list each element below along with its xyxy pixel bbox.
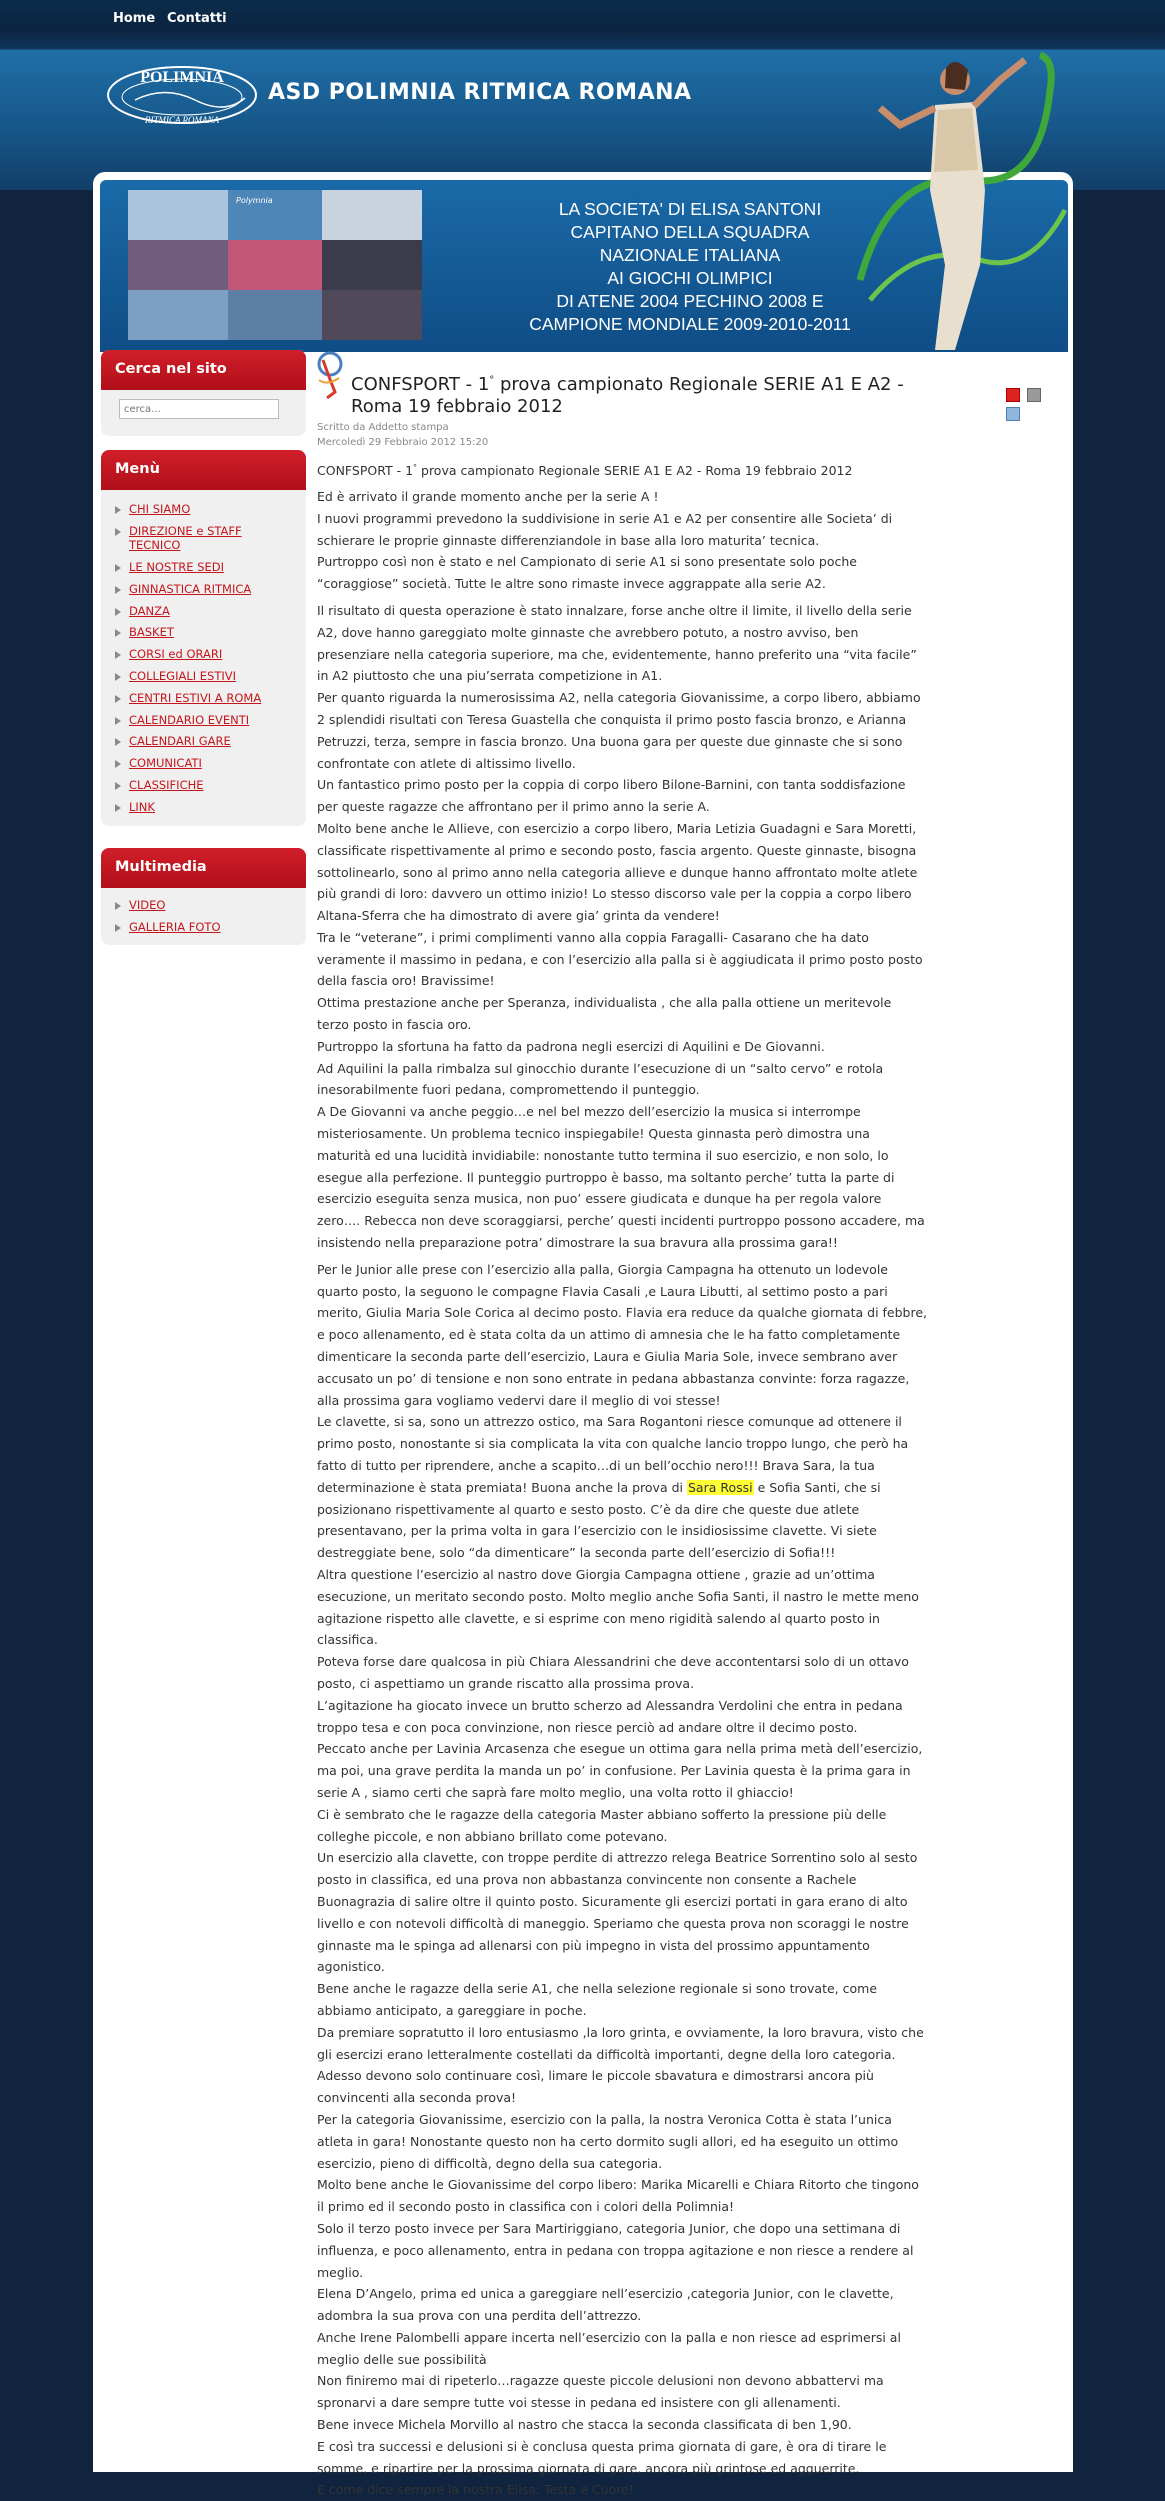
- paragraph: E così tra successi e delusioni si è conclusa questa prima giornata di gare, è ora di tirare le somme, e ripartire per la prossima giornata di gare, ancora più grintose ed agguerrite.: [317, 2438, 887, 2476]
- paragraph: Non finiremo mai di ripeterlo…ragazze queste piccole delusioni non devono abbattervi ma spronarvi a dare sempre tutte voi stesse in pedana ed insistere con gli allenamenti.: [317, 2373, 884, 2411]
- paragraph: Bene anche le ragazze della serie A1, che nella selezione regionale si sono trovate, come abbiamo anticipato, a gareggiare in poche.: [317, 1981, 878, 2018]
- paragraph: Purtroppo la sfortuna ha fatto da padrona negli esercizi di Aquilini e De Giovanni.: [317, 1038, 825, 1054]
- site-title: ASD POLIMNIA RITMICA ROMANA: [268, 80, 692, 105]
- menu-link-corsi[interactable]: CORSI ed ORARI: [129, 647, 223, 662]
- menu-link-basket[interactable]: BASKET: [129, 625, 174, 640]
- paragraph: Adesso devono solo continuare così, limare le piccole sbavatura e dimostrarsi ancora più convincenti alla seconda prova!: [317, 2068, 874, 2106]
- menu-link-collegiali[interactable]: COLLEGIALI ESTIVI: [129, 669, 237, 684]
- paragraph: Peccato anche per Lavinia Arcasenza che esegue un ottima gara nella prima metà dell’esercizio, ma poi, una grave perdita la manda un po’ in confusione. Per Lavinia questa è la prima gara in serie A , siamo certi che saprà fare molto meglio, una volta rotto il ghiaccio!: [317, 1741, 923, 1800]
- article-author: Scritto da Addetto stampa: [317, 422, 449, 433]
- menu-item: [111, 625, 296, 640]
- banner-line: CAPITANO DELLA SQUADRA: [570, 222, 810, 242]
- paragraph: Ci è sembrato che le ragazze della categoria Master abbiano sofferto la pressione più delle colleghe piccole, e non abbiano brillato come potevano.: [317, 1806, 887, 1844]
- paragraph: Solo il terzo posto invece per Sara Martiriggiano, categoria Junior, che dopo una settimana di influenza, e poco allenamento, entra in pedana con troppa agitazione e non riesce a rendere al meglio.: [317, 2220, 914, 2280]
- paragraph: Un fantastico primo posto per la coppia di corpo libero Bilone-Barnini, con tanta soddisfazione per queste ragazze che affrontano per il primo anno la serie A.: [317, 777, 906, 815]
- search-input[interactable]: [119, 399, 279, 419]
- print-icon[interactable]: [1027, 388, 1041, 402]
- menu-link-calendario-eventi[interactable]: CALENDARIO EVENTI: [129, 712, 250, 727]
- menu-item: [111, 756, 296, 771]
- paragraph: Altra questione l’esercizio al nastro dove Giorgia Campagna ottiene , grazie ad un’ottima esecuzione, un meritato secondo posto. Molto meglio anche Sofia Santi, il nastro le mette meno agitazione rispetto alle clavette, e si esprime con meno rigidità salendo al quarto posto in classifica.: [317, 1567, 919, 1648]
- title-text: prova campionato Regionale SERIE A1 E A2 - Roma 19 febbraio 2012: [351, 374, 904, 417]
- menu-item: [111, 920, 296, 935]
- nav-contacts-link[interactable]: Contatti: [167, 11, 227, 26]
- title-sup: °: [489, 375, 495, 386]
- paragraph: Per le Junior alle prese con l’esercizio alla palla, Giorgia Campagna ha ottenuto un lodevole quarto posto, la seguono le compagne Flavia Casali ,e Laura Libutti, al settimo posto a pari merito, Giulia Maria Sole Corica al decimo posto. Flavia era reduce da qualche giornata di febbre, e poco allenamento, ed è stata colta da un attimo di amnesia che le ha fatto completamente dimenticare la seconda parte dell’esercizio, Laura e Giulia Maria Sole, invece sembrano aver accusato un po’ di tensione e non sono entrate in pedana abbastanza convinte: forza ragazze, alla prossima gara vogliamo vedervi dare il meglio di voi stesse!: [317, 1261, 927, 1408]
- paragraph: Molto bene anche le Giovanissime del corpo libero: Marika Micarelli e Chiara Ritorto che tingono il primo ed il secondo posto in classifica con i colori della Polimnia!: [317, 2177, 919, 2215]
- menu-item: [111, 560, 296, 575]
- menu-link-galleria-foto[interactable]: GALLERIA FOTO: [129, 919, 221, 934]
- banner-line: NAZIONALE ITALIANA: [599, 245, 781, 265]
- paragraph: [317, 1411, 927, 1564]
- menu-item: [111, 669, 296, 684]
- article-body: [317, 457, 927, 2501]
- paragraph: Molto bene anche le Allieve, con esercizio a corpo libero, Maria Letizia Guadagni e Sara Moretti, classificate rispettivamente al primo e secondo posto, fascia argento. Queste ginnaste, bisogna sottolinearlo, sono al primo anno nella categoria allieve e dunque hanno affrontato molte atlete più grandi di loro: davvero un ottimo inizio! Lo stesso discorso vale per la coppia a corpo libero Altana-Sferra che ha dimostrato di avere gia’ grinta da vendere!: [317, 820, 918, 924]
- logo-text-top: POLIMNIA: [140, 69, 224, 86]
- menu-link-sedi[interactable]: LE NOSTRE SEDI: [129, 560, 225, 575]
- search-module-title: Cerca nel sito: [101, 350, 306, 390]
- logo-text-bottom: RITMICA ROMANA: [144, 115, 220, 125]
- paragraph: Ottima prestazione anche per Speranza, individualista , che alla palla ottiene un meritevole terzo posto in fascia oro.: [317, 995, 892, 1033]
- title-text: CONFSPORT - 1: [351, 374, 490, 395]
- menu-item: [111, 898, 296, 913]
- paragraph: Tra le “veterane”, i primi complimenti vanno alla coppia Faragalli- Casarano che ha dato veramente il massimo in pedana, e con l’esercizio alla palla si è aggiudicata il primo posto posto della fascia oro! Bravissime!: [317, 929, 923, 989]
- paragraph: Ad Aquilini la palla rimbalza sul ginocchio durante l’esecuzione di un “salto cervo” e rotola inesorabilmente fuori pedana, compromettendo il punteggio.: [317, 1060, 884, 1098]
- menu-link-comunicati[interactable]: COMUNICATI: [129, 756, 202, 771]
- menu-item: [111, 502, 296, 517]
- paragraph: Ed è arrivato il grande momento anche per la serie A !: [317, 488, 659, 504]
- menu-item: [111, 582, 296, 597]
- menu-link-calendari-gare[interactable]: CALENDARI GARE: [129, 734, 231, 749]
- paragraph: Elena D’Angelo, prima ed unica a gareggiare nell’esercizio ,categoria Junior, con le clavette, adombra la sua prova con una perdita dell’attrezzo.: [317, 2286, 894, 2324]
- menu-item: [111, 691, 296, 706]
- photo-caption: Polymnia: [236, 196, 273, 205]
- polimnia-logo[interactable]: [105, 60, 260, 130]
- paragraph: L’agitazione ha giocato invece un brutto scherzo ad Alessandra Verdolini che entra in pedana troppo tesa e con poca convinzione, non riesce perciò ad andare oltre il decimo posto.: [317, 1697, 903, 1735]
- banner-line: CAMPIONE MONDIALE 2009-2010-2011: [529, 314, 851, 334]
- menu-item: [111, 524, 296, 553]
- search-module: [101, 350, 306, 436]
- article-meta: [317, 420, 488, 450]
- main-menu: [111, 502, 296, 814]
- menu-link-link[interactable]: LINK: [129, 799, 155, 814]
- menu-item: [111, 713, 296, 728]
- banner-line: AI GIOCHI OLIMPICI: [607, 268, 773, 288]
- paragraph: Anche Irene Palombelli appare incerta nell’esercizio con la palla e non riesce ad esprimersi al meglio delle sue possibilità: [317, 2329, 901, 2367]
- paragraph: Un esercizio alla clavette, con troppe perdite di attrezzo relega Beatrice Sorrentino solo al sesto posto in classifica, ed una prova non abbastanza convincente non consente a Rachele Buonagrazia di salire oltre il quinto posto. Sicuramente gli esercizi portati in gara erano di alto livello e con notevoli difficoltà di maneggio. Speriamo che questa prova non scoraggi le nostre ginnaste ma le spinga ad allenarsi con più impegno in vista del prossimo appuntamento agonistico.: [317, 1850, 918, 1975]
- menu-link-ginnastica[interactable]: GINNASTICA RITMICA: [129, 581, 252, 596]
- team-photo-collage: [128, 190, 422, 340]
- paragraph: Poteva forse dare qualcosa in più Chiara Alessandrini che deve accontentarsi solo di un ottavo posto, ci aspettiamo un grande riscatto alla prossima prova.: [317, 1654, 909, 1691]
- paragraph: Da premiare sopratutto il loro entusiasmo ,la loro grinta, e ovviamente, la loro bravura, visto che gli esercizi erano letteralmente costellati da difficoltà importanti, degne della loro categoria.: [317, 2024, 924, 2062]
- paragraph: Per la categoria Giovanissime, esercizio con la palla, la nostra Veronica Cotta è stata l’unica atleta in gara! Nonostante questo non ha certo dormito sugli allori, ed ha eseguito un ottimo esercizio, pieno di difficoltà, degno della sua categoria.: [317, 2111, 899, 2171]
- article-subtitle: [317, 457, 927, 482]
- paragraph: Purtroppo così non è stato e nel Campionato di serie A1 si sono presentate solo poche “coraggiose” società. Tutte le altre sono rimaste invece aggrappate alla serie A2.: [317, 554, 857, 592]
- menu-link-video[interactable]: VIDEO: [129, 898, 166, 912]
- paragraph: A De Giovanni va anche peggio…e nel bel mezzo dell’esercizio la musica si interrompe misteriosamente. Un problema tecnico inspiegabile! Questa ginnasta però dimostra una maturità ed una lucidità invidiabile: nonostante tutto termina il suo esercizio, e non solo, lo esegue alla perfezione. Il punteggio purtroppo è basso, ma soltanto perche’ tutta la parte di esercizio eseguita senza musica, non puo’ essere giudicata e dunque ha per regola valore zero…. Rebecca non deve scoraggiarsi, perche’ questi incidenti purtroppo possono accadere, ma insistendo nella preparazione potra’ dimostrare la sua bravura alla prossima gara!!: [317, 1104, 925, 1251]
- menu-link-centri-estivi[interactable]: CENTRI ESTIVI A ROMA: [129, 690, 262, 705]
- multimedia-module-title: Multimedia: [101, 848, 306, 888]
- subtitle-sup: °: [413, 463, 418, 472]
- banner-line: LA SOCIETA' DI ELISA SANTONI: [558, 199, 822, 219]
- menu-module-title: Menù: [101, 450, 306, 490]
- menu-item: [111, 778, 296, 793]
- banner-line: DI ATENE 2004 PECHINO 2008 E: [556, 291, 824, 311]
- menu-link-direzione[interactable]: DIREZIONE e STAFF TECNICO: [129, 523, 242, 553]
- email-icon[interactable]: [1006, 407, 1020, 421]
- subtitle-text: CONFSPORT - 1: [317, 463, 414, 479]
- pdf-icon[interactable]: [1006, 388, 1020, 402]
- menu-link-classifiche[interactable]: CLASSIFICHE: [129, 778, 204, 793]
- menu-module: [101, 450, 306, 826]
- nav-home-link[interactable]: Home: [113, 11, 156, 26]
- paragraph-text: Le clavette, si sa, sono un attrezzo ostico, ma Sara Rogantoni riesce comunque ad ottenere il primo posto, nonostante si sia complicata la vita con qualche lancio troppo lungo, che però ha fatto di tutto per riprendere, anche a scapito…di un bell’occhio nero!!! Brava Sara, la tua determinazione è stata premiata! Buona anche la prova di: [317, 1414, 909, 1495]
- menu-item: [111, 604, 296, 619]
- menu-item: [111, 647, 296, 662]
- top-navbar: [0, 0, 1165, 50]
- paragraph: Bene invece Michela Morvillo al nastro che stacca la seconda classificata di ben 1,90.: [317, 2417, 852, 2433]
- article-tools: [1006, 387, 1058, 425]
- multimedia-menu: [111, 898, 296, 934]
- highlighted-name: Sara Rossi: [687, 1479, 753, 1495]
- paragraph: Per quanto riguarda la numerosissima A2, nella categoria Giovanissime, a corpo libero, abbiamo 2 splendidi risultati con Teresa Guastella che conquista il primo posto fascia bronzo, e Arianna Petruzzi, terza, sempre in fascia bronzo. Una buona gara per queste due ginnaste che si sono confrontate con atlete di altissimo livello.: [317, 690, 921, 771]
- article-ribbon-icon: [313, 350, 347, 402]
- paragraph-text: e Sofia Santi, che si posizionano rispettivamente al quarto e sesto posto. C’è da dire che queste due atlete presentavano, per la prima volta in gara l’esercizio con le insidiosissime clavette. Vi siete destreggiate bene, solo “da dimenticare” la seconda parte dell’esercizio di Sofia!!!: [317, 1479, 881, 1561]
- article-title[interactable]: [351, 370, 951, 418]
- menu-link-chi-siamo[interactable]: CHI SIAMO: [129, 502, 191, 516]
- paragraph: E come dice sempre la nostra Elisa: Testa e Cuore!: [317, 2482, 634, 2498]
- menu-link-danza[interactable]: DANZA: [129, 603, 170, 618]
- sidebar: [101, 350, 306, 959]
- paragraph: I nuovi programmi prevedono la suddivisione in serie A1 e A2 per consentire alle Societa’ di schierare le proprie ginnaste differenziandole in base alla loro maturita’ tecnica.: [317, 510, 893, 548]
- gymnast-image: [850, 50, 1080, 355]
- menu-item: [111, 800, 296, 815]
- paragraph: Il risultato di questa operazione è stato innalzare, forse anche oltre il limite, il livello della serie A2, dove hanno gareggiato molte ginnaste che avrebbero potuto, a nostro avviso, ben presenziare nella categoria superiore, ma che, evidentemente, hanno preferito una “vita facile” in A2 piuttosto che una piu’serrata competizione in A1.: [317, 602, 917, 684]
- subtitle-text: prova campionato Regionale SERIE A1 E A2 - Roma 19 febbraio 2012: [417, 463, 853, 479]
- multimedia-module: [101, 848, 306, 945]
- banner-headline: [480, 198, 900, 336]
- menu-item: [111, 734, 296, 749]
- article-date: Mercoledì 29 Febbraio 2012 15:20: [317, 437, 489, 448]
